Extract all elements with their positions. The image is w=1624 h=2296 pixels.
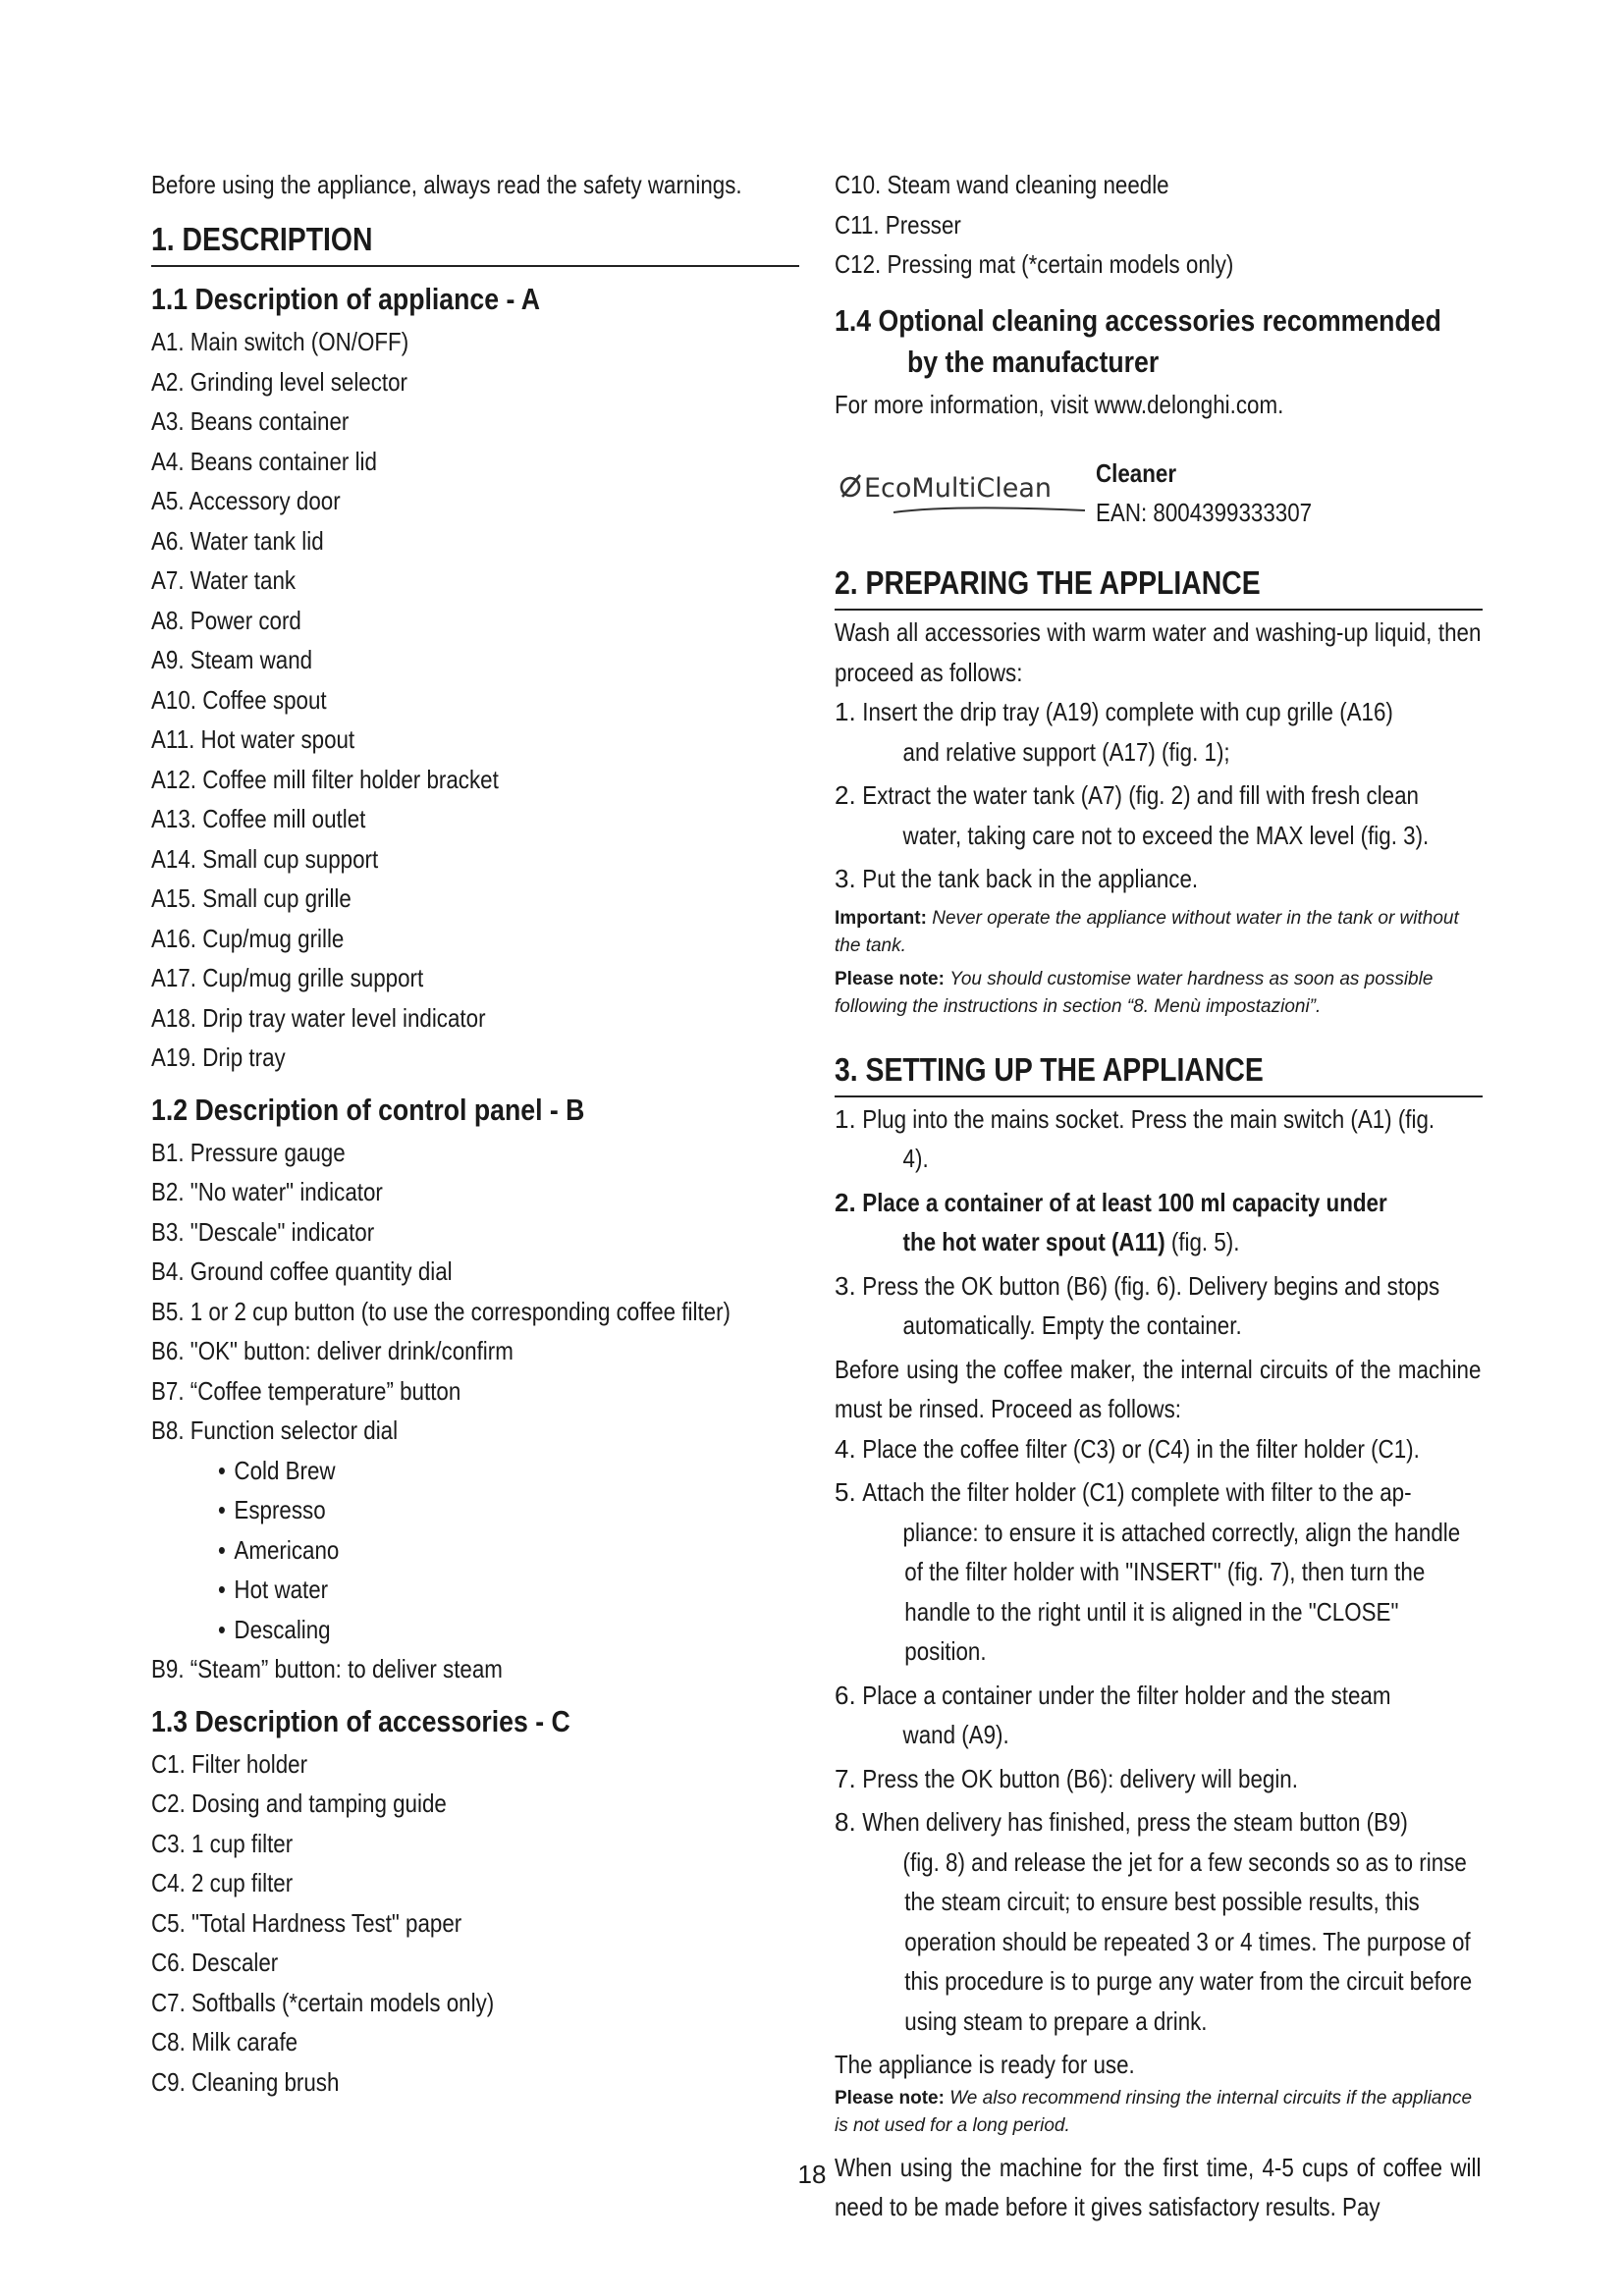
list-item: A10. Coffee spout — [151, 684, 327, 715]
list-item: B6. "OK" button: deliver drink/confirm — [151, 1336, 514, 1365]
list-item: A19. Drip tray — [151, 1042, 286, 1072]
accessories-list-left — [151, 1744, 799, 2103]
list-item: A9. Steam wand — [151, 645, 313, 674]
list-item: B7. “Coffee temperature” button — [151, 1375, 461, 1406]
important-note: Important: Never operate the appliance without water in the tank or without the tank. — [835, 907, 1459, 956]
list-item: A15. Small cup grille — [151, 883, 352, 913]
list-item: A7. Water tank — [151, 565, 297, 595]
list-item: A18. Drip tray water level indicator — [151, 1002, 486, 1033]
ean-code: EAN: 8004399333307 — [1096, 498, 1313, 527]
list-item: A13. Coffee mill outlet — [151, 804, 366, 833]
list-item: A14. Small cup support — [151, 843, 379, 874]
setup-step-7: 7. Press the OK button (B6): delivery will begin. — [835, 1763, 1298, 1793]
rinse-intro: Before using the coffee maker, the internal circuits of the machine must be rinsed. Proceed as follows: — [835, 1354, 1482, 1423]
hardness-note: Please note: You should customise water hardness as soon as possible following the instructions in section “8. Menù impostazioni”. — [835, 968, 1434, 1017]
list-item: B4. Ground coffee quantity dial — [151, 1256, 453, 1286]
list-item: A17. Cup/mug grille support — [151, 963, 424, 992]
list-item: B5. 1 or 2 cup button (to use the corresponding coffee filter) — [151, 1296, 731, 1326]
page-number: 18 — [797, 2160, 827, 2189]
control-panel-list — [151, 1133, 799, 1689]
list-item: C11. Presser — [835, 209, 961, 240]
list-item: B3. "Descale" indicator — [151, 1216, 375, 1247]
dial-option: • Americano — [151, 1530, 799, 1571]
setup-step-1: 1. Plug into the mains socket. Press the main switch (A1) (fig. 4). — [835, 1103, 1435, 1173]
list-item: B2. "No water" indicator — [151, 1177, 383, 1206]
list-item: A4. Beans container lid — [151, 446, 377, 476]
list-item: A11. Hot water spout — [151, 724, 355, 754]
ready-text: The appliance is ready for use. — [835, 2050, 1135, 2079]
dial-option: • Espresso — [151, 1490, 799, 1530]
list-item: B8. Function selector dial — [151, 1415, 399, 1445]
ecomulticlean-logo-icon — [835, 454, 1088, 524]
list-item: C7. Softballs (*certain models only) — [151, 1987, 495, 2017]
list-item: A16. Cup/mug grille — [151, 923, 345, 953]
setup-step-6: 6. Place a container under the filter holder and the steam wand (A9). — [835, 1680, 1391, 1749]
list-item: C6. Descaler — [151, 1948, 279, 1977]
prep-step-3: 3. Put the tank back in the appliance. — [835, 864, 1199, 893]
section-3-heading: 3. SETTING UP THE APPLIANCE — [835, 1048, 1483, 1097]
list-item: A5. Accessory door — [151, 486, 341, 515]
list-item: A1. Main switch (ON/OFF) — [151, 327, 409, 356]
subsection-1-3-heading: 1.3 Description of accessories - C — [151, 1703, 570, 1738]
list-item: C8. Milk carafe — [151, 2027, 298, 2056]
section-2-heading: 2. PREPARING THE APPLIANCE — [835, 561, 1483, 611]
list-item: C2. Dosing and tamping guide — [151, 1789, 447, 1818]
subsection-1-4-heading: 1.4 Optional cleaning accessories recommended by the manufacturer — [835, 302, 1441, 379]
list-item: B1. Pressure gauge — [151, 1137, 346, 1167]
appliance-list — [151, 322, 799, 1078]
rinse-note: Please note: We also recommend rinsing the internal circuits if the appliance is not used for a long period. — [835, 2087, 1473, 2136]
more-info-text: For more information, visit www.delonghi.com. — [835, 389, 1284, 419]
subsection-1-1-heading: 1.1 Description of appliance - A — [151, 282, 541, 316]
dial-option: • Cold Brew — [151, 1451, 799, 1491]
left-column — [151, 165, 799, 2102]
list-item: C3. 1 cup filter — [151, 1828, 294, 1858]
list-item: A8. Power cord — [151, 605, 301, 635]
setup-step-4: 4. Place the coffee filter (C3) or (C4) in the filter holder (C1). — [835, 1433, 1420, 1464]
setup-step-8: 8. When delivery has finished, press the steam button (B9) (fig. 8) and release the jet for a few seconds so as to rinse the steam circuit; to ensure best possible results, this operation should be repeated 3 or 4 times. The purpose of this procedure is to purge any water from the circuit before using steam to prepare a drink. — [835, 1807, 1473, 2036]
list-item: C10. Steam wand cleaning needle — [835, 170, 1169, 199]
setup-step-2: 2. Place a container of at least 100 ml capacity under the hot water spout (A11) (fig. 5). — [835, 1187, 1387, 1256]
list-item: C5. "Total Hardness Test" paper — [151, 1907, 462, 1938]
prep-step-1: 1. Insert the drip tray (A19) complete with cup grille (A16) and relative support (A17) (fig. 1); — [835, 697, 1393, 767]
accessories-list-right — [835, 165, 1483, 285]
list-item: B9. “Steam” button: to deliver steam — [151, 1654, 503, 1683]
list-item: A3. Beans container — [151, 406, 350, 436]
first-use-text: When using the machine for the first time, 4-5 cups of coffee will need to be made before it gives satisfactory results. Pay — [835, 2152, 1482, 2221]
list-item: C9. Cleaning brush — [151, 2066, 340, 2097]
dial-option: • Descaling — [151, 1610, 799, 1650]
right-column — [835, 165, 1483, 2227]
subsection-1-2-heading: 1.2 Description of control panel - B — [151, 1092, 585, 1127]
setup-step-5: 5. Attach the filter holder (C1) complete with filter to the ap- pliance: to ensure it is attached correctly, align the handle of the filter holder with "INSERT" (fig. 7), then turn the handle to the right until it is aligned in the "CLOSE" position. — [835, 1477, 1461, 1666]
setup-step-3: 3. Press the OK button (B6) (fig. 6). Delivery begins and stops automatically. Empty the container. — [835, 1270, 1440, 1340]
list-item: C1. Filter holder — [151, 1748, 308, 1779]
list-item: A6. Water tank lid — [151, 525, 324, 556]
prep-step-2: 2. Extract the water tank (A7) (fig. 2) and fill with fresh clean water, taking care not to exceed the MAX level (fig. 3). — [835, 780, 1430, 850]
list-item: A2. Grinding level selector — [151, 366, 407, 397]
list-item: C4. 2 cup filter — [151, 1868, 294, 1897]
product-name: Cleaner — [1096, 458, 1177, 488]
list-item: A12. Coffee mill filter holder bracket — [151, 764, 499, 794]
section-1-heading: 1. DESCRIPTION — [151, 218, 799, 267]
list-item: C12. Pressing mat (*certain models only) — [835, 249, 1234, 279]
cleaner-product — [835, 454, 1483, 532]
safety-intro: Before using the appliance, always read the safety warnings. — [151, 170, 742, 199]
dial-option: • Hot water — [151, 1570, 799, 1610]
svg-text:EcoMultiClean: EcoMultiClean — [864, 473, 1053, 504]
section-2-intro: Wash all accessories with warm water and washing-up liquid, then proceed as follows: — [835, 617, 1482, 687]
